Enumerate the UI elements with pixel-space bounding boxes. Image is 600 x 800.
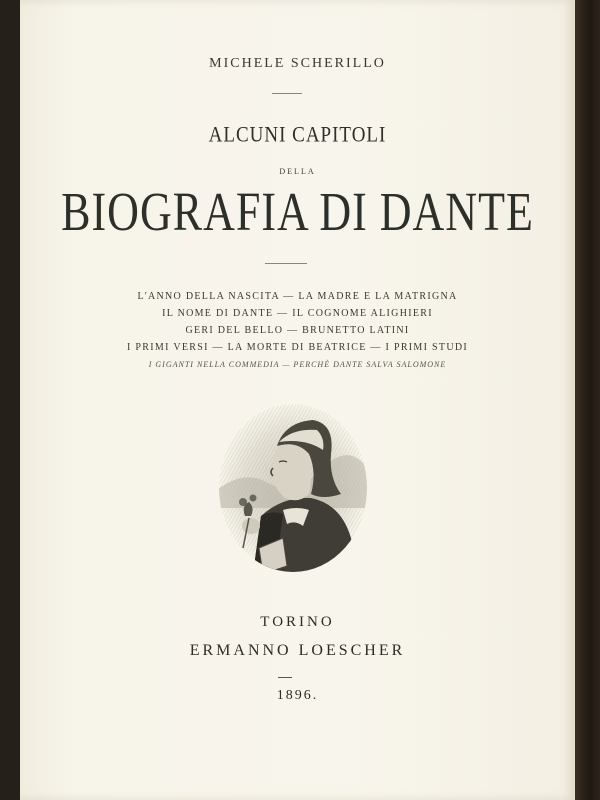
contents-line: I PRIMI VERSI — LA MORTE DI BEATRICE — I PRIMI STUDI [127,342,468,353]
publication-year: 1896. [276,688,319,703]
publication-city: TORINO [260,614,335,630]
subtitle: ALCUNI CAPITOLI [208,123,387,148]
publisher-name: ERMANNO LOESCHER [189,642,406,659]
divider-rule [278,677,292,678]
contents-line: GERI DEL BELLO — BRUNETTO LATINI [185,325,410,336]
contents-line: IL NOME DI DANTE — IL COGNOME ALIGHIERI [162,308,433,319]
dante-portrait-icon [213,398,373,574]
contents-line: L'ANNO DELLA NASCITA — LA MADRE E LA MATRIGNA [137,291,458,302]
binding-edge [575,0,600,800]
contents-list [20,288,575,373]
book-title: BIOGRAFIA DI DANTE [61,181,534,243]
title-connector: DELLA [279,167,316,176]
author-name: MICHELE SCHERILLO [209,56,386,71]
divider-rule [265,263,307,264]
divider-rule [272,93,302,94]
title-page [20,0,575,800]
contents-line: I GIGANTI NELLA COMMEDIA — PERCHÈ DANTE SALVA SALOMONE [148,360,447,369]
